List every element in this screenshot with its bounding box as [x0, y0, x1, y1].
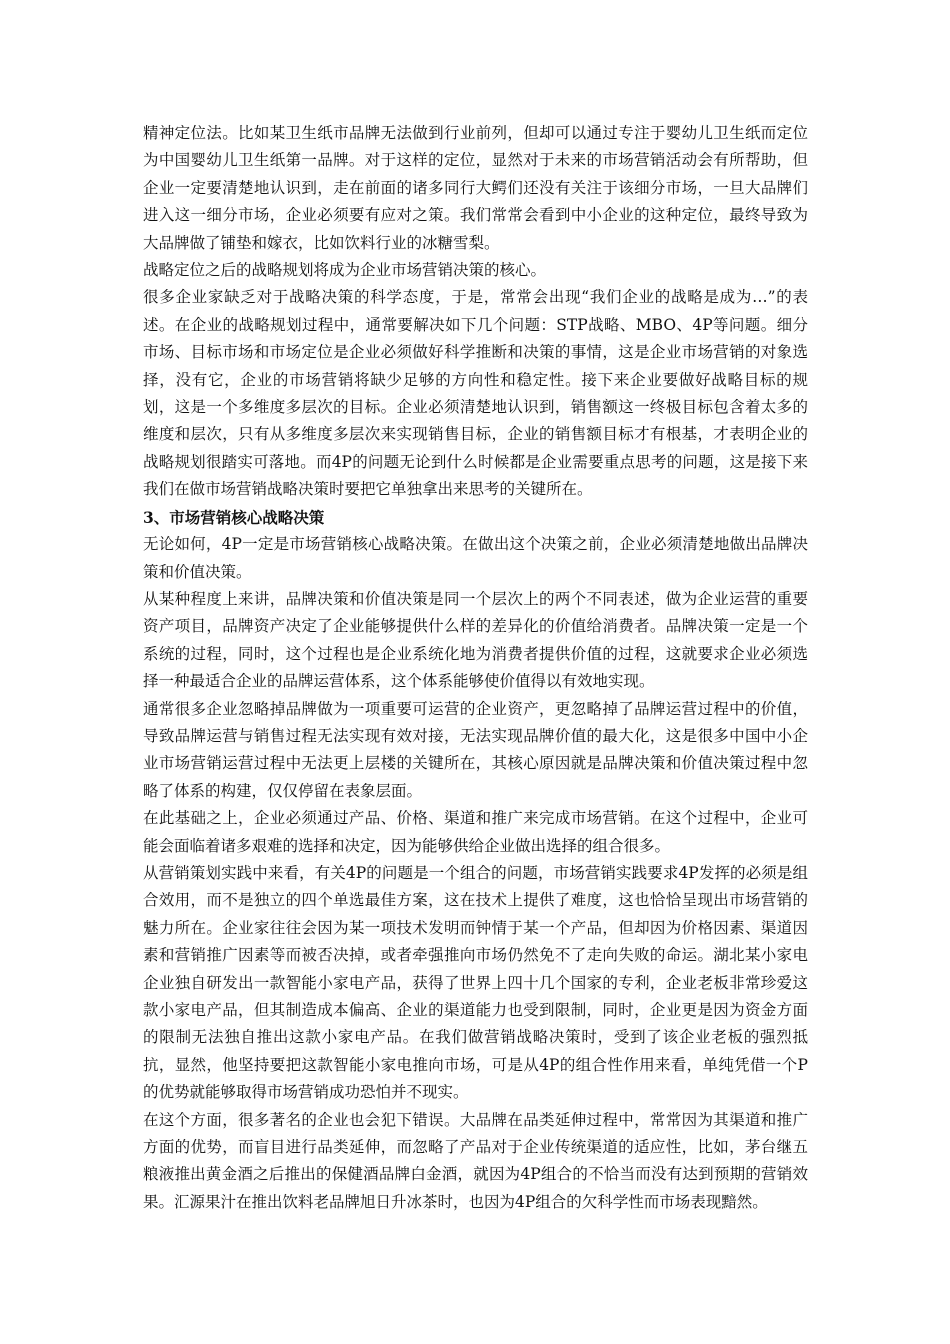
paragraph-strategy-core: 战略定位之后的战略规划将成为企业市场营销决策的核心。 — [143, 261, 547, 280]
paragraph-4p-combination: 从营销策划实践中来看，有关4P的问题是一个组合的问题，市场营销实践要求4P发挥的必须是组合效用，而不是独立的四个单选最佳方案，这在技术上提供了难度，这也恰恰呈现出市场营销的魅力所在。企业家往往会因为某一项技术发明而钟情于某一个产品，但却因为价格因素、渠道因素和营销推广因素等而被否决掉，或者牵强推向市场仍然免不了走向失败的命运。湖北某小家电企业独自研发出一款智能小家电产品，获得了世界上四十几个国家的专利，企业老板非常珍爱这款小家电产品，但其制造成本偏高、企业的渠道能力也受到限制，同时，企业更是因为资金方面的限制无法独自推出这款小家电产品。在我们做营销战略决策时，受到了该企业老板的强烈抵抗，显然，他坚持要把这款智能小家电推向市场，可是从4P的组合性作用来看，单纯凭借一个P的优势就能够取得市场营销成功恐怕并不现实。 — [143, 863, 808, 1102]
section-heading: 3、市场营销核心战略决策 — [143, 507, 325, 527]
paragraph-brand-asset: 通常很多企业忽略掉品牌做为一项重要可运营的企业资产，更忽略掉了品牌运营过程中的价值，导致品牌运营与销售过程无法实现有效对接，无法实现品牌价值的最大化，这是很多中国中小企业市场营销运营过程中无法更上层楼的关键所在，其核心原因就是品牌决策和价值决策过程中忽略了体系的构建，仅仅停留在表象层面。 — [143, 699, 808, 800]
paragraph-brand-value: 从某种程度上来讲，品牌决策和价值决策是同一个层次上的两个不同表述，做为企业运营的重要资产项目，品牌资产决定了企业能够提供什么样的差异化的价值给消费者。品牌决策一定是一个系统的过程，同时，这个过程也是企业系统化地为消费者提供价值的过程，这就要求企业必须选择一种最适合企业的品牌运营体系，这个体系能够使价值得以有效地实现。 — [143, 589, 808, 691]
document-page — [143, 120, 808, 1216]
paragraph-4p-process: 在此基础之上，企业必须通过产品、价格、渠道和推广来完成市场营销。在这个过程中，企业可能会面临着诸多艰难的选择和决定，因为能够供给企业做出选择的组合很多。 — [143, 809, 808, 855]
paragraph-positioning: 精神定位法。比如某卫生纸市品牌无法做到行业前列，但却可以通过专注于婴幼儿卫生纸而定位为中国婴幼儿卫生纸第一品牌。对于这样的定位，显然对于未来的市场营销活动会有所帮助，但企业一定要清楚地认识到，走在前面的诸多同行大鳄们还没有关注于该细分市场，一旦大品牌们进入这一细分市场，企业必须要有应对之策。我们常常会看到中小企业的这种定位，最终导致为大品牌做了铺垫和嫁衣，比如饮料行业的冰糖雪梨。 — [143, 124, 808, 252]
paragraph-4p-core: 无论如何，4P一定是市场营销核心战略决策。在做出这个决策之前，企业必须清楚地做出品牌决策和价值决策。 — [143, 535, 808, 581]
paragraph-famous-mistakes: 在这个方面，很多著名的企业也会犯下错误。大品牌在品类延伸过程中，常常因为其渠道和推广方面的优势，而盲目进行品类延伸，而忽略了产品对于企业传统渠道的适应性，比如，茅台继五粮液推出黄金酒之后推出的保健酒品牌白金酒，就因为4P组合的不恰当而没有达到预期的营销效果。汇源果汁在推出饮料老品牌旭日升冰茶时，也因为4P组合的欠科学性而市场表现黯然。 — [143, 1110, 808, 1211]
paragraph-strategy-planning: 很多企业家缺乏对于战略决策的科学态度，于是，常常会出现“我们企业的战略是成为…”的表述。在企业的战略规划过程中，通常要解决如下几个问题：STP战略、MBO、4P等问题。细分市场、目标市场和市场定位是企业必须做好科学推断和决策的事情，这是企业市场营销的对象选择，没有它，企业的市场营销将缺少足够的方向性和稳定性。接下来企业要做好战略目标的规划，这是一个多维度多层次的目标。企业必须清楚地认识到，销售额这一终极目标包含着太多的维度和层次，只有从多维度多层次来实现销售目标，企业的销售额目标才有根基，才表明企业的战略规划很踏实可落地。而4P的问题无论到什么时候都是企业需要重点思考的问题，这是接下来我们在做市场营销战略决策时要把它单独拿出来思考的关键所在。 — [143, 288, 808, 499]
